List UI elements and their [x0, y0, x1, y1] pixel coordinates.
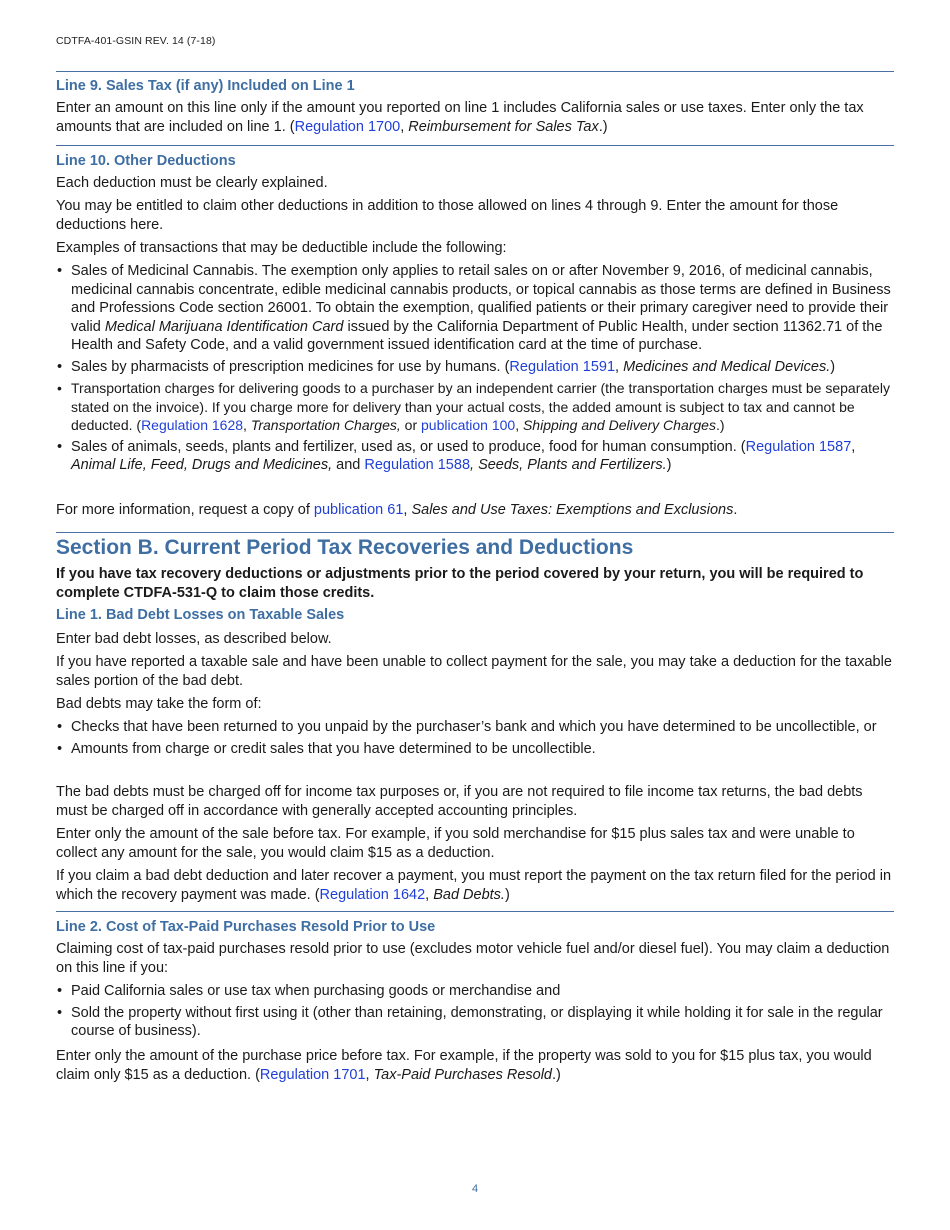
list-item: [56, 262, 894, 355]
p-text: .: [733, 502, 738, 518]
p-text: For more information, request a copy of: [56, 502, 314, 518]
publication-100-link[interactable]: publication 100: [421, 417, 516, 433]
list-item: • Paid California sales or use tax when purchasing goods or merchandise and: [56, 982, 894, 1001]
bullet-italic: Animal Life, Feed, Drugs and Medicines,: [71, 457, 333, 473]
bullet-text: Sales by pharmacists of prescription medicines for use by humans. (: [71, 358, 510, 375]
bullet-italic: , Seeds, Plants and Fertilizers.: [470, 457, 667, 473]
line10-p3: Examples of transactions that may be deductible include the following:: [56, 240, 507, 256]
regulation-1700-link[interactable]: Regulation 1700: [294, 118, 401, 135]
line1-bullet-list: [56, 718, 894, 758]
line1-p3: Bad debts may take the form of:: [56, 696, 262, 712]
bullet-text: or: [400, 417, 421, 433]
line9-text-3: .): [598, 118, 608, 135]
list-item: • Amounts from charge or credit sales that you have determined to be uncollectible.: [56, 740, 894, 759]
line2-p1: Claiming cost of tax-paid purchases resold prior to use (excludes motor vehicle fuel and/or diesel fuel). You may claim a deduction on this line if you:: [56, 941, 890, 976]
regulation-1701-link[interactable]: Regulation 1701: [259, 1066, 366, 1083]
regulation-1591-link[interactable]: Regulation 1591: [509, 358, 616, 375]
page-number: 4: [471, 1183, 479, 1195]
form-id: CDTFA-401-GSIN REV. 14 (7-18): [56, 35, 216, 47]
line1-heading: Line 1. Bad Debt Losses on Taxable Sales: [56, 607, 345, 623]
bullet-text: and: [332, 457, 365, 473]
p-text: ): [504, 886, 510, 903]
section-b-title: Section B. Current Period Tax Recoveries and Deductions: [56, 536, 634, 559]
line10-p4: [56, 501, 894, 520]
regulation-1642-link[interactable]: Regulation 1642: [319, 886, 426, 903]
list-item: [56, 379, 894, 435]
bullet-text: ,: [515, 417, 523, 433]
line1-p6: [56, 867, 894, 904]
line2-heading: Line 2. Cost of Tax-Paid Purchases Resold Prior to Use: [56, 919, 436, 935]
divider: [56, 532, 894, 533]
p-italic: Bad Debts.: [433, 886, 505, 903]
bullet-text: Sales of animals, seeds, plants and fertilizer, used as, or used to produce, food for human consumption. (: [71, 438, 746, 455]
p-italic: Sales and Use Taxes: Exemptions and Exclusions: [411, 502, 734, 518]
bullet-italic: Transportation Charges,: [250, 417, 401, 433]
bullet-text: Transportation charges for delivering goods to a purchaser by an independent carrier (the transportation charges must be separately stated on the invoice). If you charge more for delivery than your actual costs, the added amount is subject to tax and cannot be deducted. (: [71, 380, 890, 433]
list-item: [56, 358, 894, 377]
publication-61-link[interactable]: publication 61: [313, 502, 404, 518]
p-text: Enter only the amount of the purchase price before tax. For example, if the property was sold to you for $15 plus tax, you would claim only $15 as a deduction. (: [56, 1048, 872, 1083]
line1-p5: Enter only the amount of the sale before tax. For example, if you sold merchandise for $15 plus sales tax and were unable to collect any amount for the sale, you would claim $15 as a deduction.: [56, 826, 855, 861]
bullet-text: ): [666, 457, 672, 473]
bullet-italic: Medicines and Medical Devices.: [623, 358, 831, 375]
bullet-text: Sales of Medicinal Cannabis. The exemption only applies to retail sales on or after November 9, 2016, of medicinal cannabis, medicinal cannabis concentrate, edible medicinal cannabis products, or topical cannabis as those terms are defined in Business and Professions Code section 26001. To obtain the exemption, qualified patients or their primary caregiver need to provide their valid: [71, 263, 891, 335]
list-item: • Checks that have been returned to you unpaid by the purchaser’s bank and which you have determined to be uncollectible, or: [56, 718, 894, 737]
line9-text-2: ,: [400, 118, 409, 135]
p-text: ,: [425, 886, 434, 903]
bullet-italic: Medical Marijuana Identification Card: [104, 318, 344, 335]
line10-p2: You may be entitled to claim other deductions in addition to those allowed on lines 4 through 9. Enter the amount for those deductions here.: [56, 198, 839, 233]
bullet-text: ,: [615, 358, 624, 375]
bullet-italic: Shipping and Delivery Charges: [522, 417, 716, 433]
bullet-text: ,: [851, 438, 856, 455]
bullet-text: .): [715, 417, 725, 433]
regulation-1588-link[interactable]: Regulation 1588: [364, 457, 471, 473]
line1-p4: The bad debts must be charged off for income tax purposes or, if you are not required to file income tax returns, the bad debts must be charged off in accordance with generally accepted accounting principles.: [56, 784, 863, 819]
line9-heading: Line 9. Sales Tax (if any) Included on Line 1: [56, 78, 355, 94]
bullet-text: issued by the California Department of Public Health, under section 11362.71 of the Health and Safety Code, and a valid government issued identification card at the time of purchase.: [71, 318, 883, 353]
bullet-text: ): [830, 358, 836, 375]
list-item: [56, 438, 894, 475]
p-text: If you claim a bad debt deduction and later recover a payment, you must report the payment on the tax return filed for the period in which the recovery payment was made. (: [56, 868, 892, 903]
p-text: .): [552, 1066, 561, 1083]
line9-italic: Reimbursement for Sales Tax: [408, 118, 599, 135]
line2-p2: [56, 1047, 894, 1084]
list-item: • Sold the property without first using it (other than retaining, demonstrating, or displaying it while holding it for sale in the regular course of business).: [56, 1004, 894, 1041]
p-text: ,: [403, 502, 412, 518]
line2-bullet-list: [56, 982, 894, 1041]
bullet-text: ,: [243, 417, 251, 433]
line9-text: [56, 99, 894, 136]
line1-p1: Enter bad debt losses, as described below.: [56, 631, 332, 647]
line10-p1: Each deduction must be clearly explained.: [56, 175, 328, 191]
p-italic: Tax-Paid Purchases Resold: [373, 1066, 552, 1083]
line9-text-1: Enter an amount on this line only if the amount you reported on line 1 includes California sales or use taxes. Enter only the tax amounts that are included on line 1. (: [56, 100, 864, 135]
divider: [56, 145, 894, 146]
divider: [56, 71, 894, 72]
line10-heading: Line 10. Other Deductions: [56, 153, 236, 169]
regulation-1628-link[interactable]: Regulation 1628: [141, 417, 244, 433]
divider: [56, 911, 894, 912]
line1-p2: If you have reported a taxable sale and have been unable to collect payment for the sale, you may take a deduction for the taxable sales portion of the bad debt.: [56, 654, 892, 689]
line10-bullet-list: [56, 262, 894, 475]
p-text: ,: [365, 1066, 374, 1083]
regulation-1587-link[interactable]: Regulation 1587: [745, 438, 852, 455]
section-b-intro: If you have tax recovery deductions or adjustments prior to the period covered by your return, you will be required to complete CTDFA-531-Q to claim those credits.: [56, 566, 864, 601]
